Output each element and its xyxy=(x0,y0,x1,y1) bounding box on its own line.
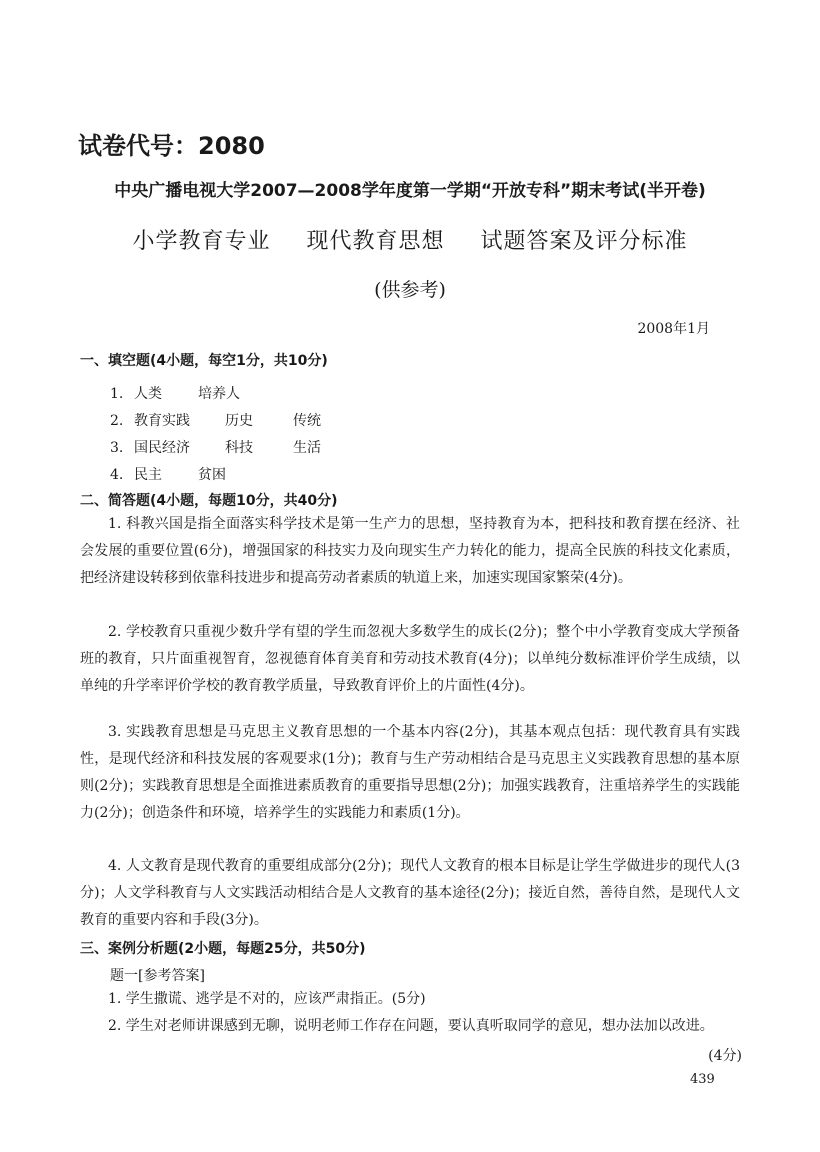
item-answer: 人类 xyxy=(134,386,162,402)
short-answer-1: 1. 科教兴国是指全面落实科学技术是第一生产力的思想，坚持教育为本，把科技和教育摆在经济、社会发展的重要位置(6分)，增强国家的科技实力及向现实生产力转化的能力，提高全民族的科技文化素质，把经济建设转移到依靠科技进步和提高劳动者素质的轨道上来，加速实现国家繁荣(4分)。 xyxy=(80,516,740,586)
short-answer-2: 2. 学校教育只重视少数升学有望的学生而忽视大多数学生的成长(2分)；整个中小学教育变成大学预备班的教育，只片面重视智育，忽视德育体育美育和劳动技术教育(4分)；以单纯分数标准评价学生成绩，以单纯的升学率评价学校的教育教学质量，导致教育评价上的片面性(4分)。 xyxy=(80,624,740,694)
item-number: 2. xyxy=(110,413,124,429)
item-answer: 民主 xyxy=(134,467,162,483)
section-1-title: 一、填空题(4小题，每空1分，共10分) xyxy=(80,353,328,369)
exam-date: 2008年1月 xyxy=(637,321,710,337)
subtitle-major: 小学教育专业 xyxy=(132,229,271,254)
fill-item-3 xyxy=(110,437,321,457)
fill-item-2 xyxy=(110,410,321,430)
short-answer-4: 4. 人文教育是现代教育的重要组成部分(2分)；现代人文教育的根本目标是让学生学做进步的现代人(3分)；人文学科教育与人文实践活动相结合是人文教育的基本途径(2分)；接近自然，善待自然，是现代人文教育的重要内容和手段(3分)。 xyxy=(80,858,740,928)
reference-note: (供参考) xyxy=(374,279,446,301)
item-answer: 传统 xyxy=(293,413,321,429)
case-answer-2: 2. 学生对老师讲课感到无聊，说明老师工作存在问题，要认真听取同学的意见，想办法加以改进。 xyxy=(108,1018,714,1034)
section-2-title: 二、简答题(4小题，每题10分，共40分) xyxy=(80,493,338,509)
short-answer-3: 3. 实践教育思想是马克思主义教育思想的一个基本内容(2分)，其基本观点包括：现代教育具有实践性，是现代经济和科技发展的客观要求(1分)；教育与生产劳动相结合是马克思主义实践教育思想的基本原则(2分)；实践教育思想是全面推进素质教育的重要指导思想(2分)；加强实践教育，注重培养学生的实践能力(2分)；创造条件和环境，培养学生的实践能力和素质(1分)。 xyxy=(80,724,740,821)
item-number: 3. xyxy=(110,440,124,456)
fill-item-1 xyxy=(110,383,240,403)
item-answer: 科技 xyxy=(225,440,253,456)
item-answer: 历史 xyxy=(225,413,253,429)
item-answer: 国民经济 xyxy=(134,440,190,456)
exam-subtitle xyxy=(0,224,820,255)
page-number: 439 xyxy=(690,1072,715,1087)
item-answer: 培养人 xyxy=(198,386,240,402)
case-answer-1: 1. 学生撒谎、逃学是不对的，应该严肃指正。(5分) xyxy=(108,991,426,1007)
item-number: 1. xyxy=(110,386,124,402)
item-answer: 教育实践 xyxy=(134,413,190,429)
fill-item-4 xyxy=(110,464,226,484)
exam-title: 中央广播电视大学2007—2008学年度第一学期“开放专科”期末考试(半开卷) xyxy=(114,181,706,201)
item-number: 4. xyxy=(110,467,124,483)
section-3-title: 三、案例分析题(2小题，每题25分，共50分) xyxy=(80,941,366,957)
case-answer-2-score: (4分) xyxy=(708,1048,742,1064)
subtitle-course: 现代教育思想 xyxy=(306,229,445,254)
item-answer: 贫困 xyxy=(198,467,226,483)
subtitle-doc-type: 试题答案及评分标准 xyxy=(480,229,688,254)
item-answer: 生活 xyxy=(293,440,321,456)
case-1-heading: 题一[参考答案] xyxy=(110,968,205,984)
exam-code: 试卷代号：2080 xyxy=(78,132,265,160)
